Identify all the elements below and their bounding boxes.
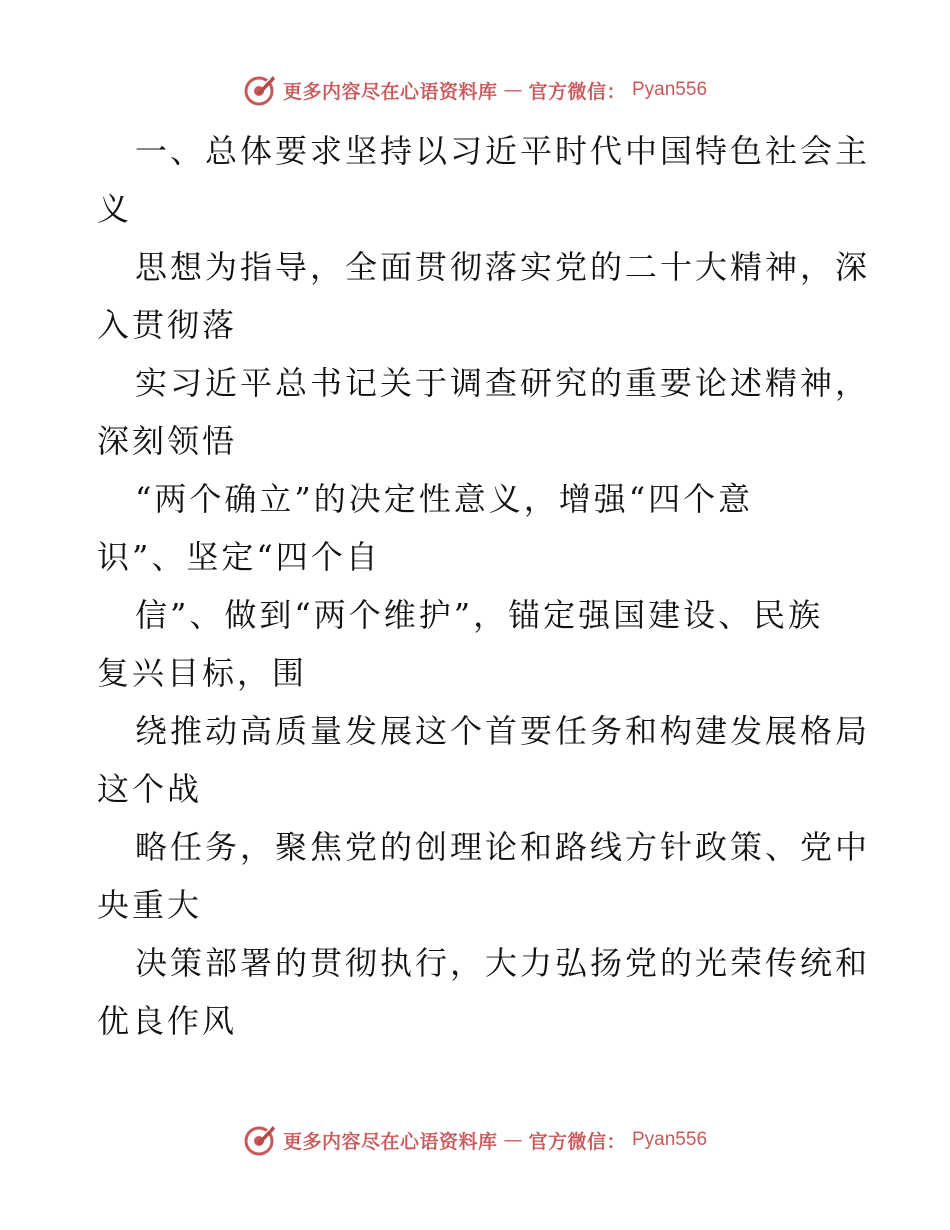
- watermark-site-text: 更多内容尽在心语资料库: [282, 1130, 498, 1153]
- paragraph-line: “两个确立”的决定性意义，增强“四个意: [135, 480, 754, 518]
- paragraph-line: 一、总体要求坚持以习近平时代中国特色社会主: [135, 132, 871, 170]
- paragraph-line: 思想为指导，全面贯彻落实党的二十大精神，深: [135, 248, 871, 286]
- paragraph-line: 优良作风: [97, 1002, 238, 1040]
- quill-logo-icon: [243, 1123, 277, 1157]
- watermark-wechat-id: Pyan556: [632, 1129, 708, 1150]
- watermark-wechat-label: 官方微信：: [528, 1130, 626, 1153]
- watermark-wechat-id: Pyan556: [632, 79, 708, 100]
- paragraph-line: 略任务，聚焦党的创理论和路线方针政策、党中: [135, 828, 871, 866]
- watermark-site-text: 更多内容尽在心语资料库: [282, 80, 498, 103]
- footer-watermark: [0, 1120, 950, 1160]
- paragraph-line: 深刻领悟: [97, 422, 238, 460]
- watermark-separator: —: [503, 1129, 523, 1151]
- header-watermark: [0, 70, 950, 110]
- paragraph-line: 央重大: [97, 886, 203, 924]
- quill-logo-icon: [243, 73, 277, 107]
- watermark-wechat-label: 官方微信：: [528, 80, 626, 103]
- paragraph-line: 绕推动高质量发展这个首要任务和构建发展格局: [135, 712, 871, 750]
- paragraph-line: 信”、做到“两个维护”，锚定强国建设、民族: [135, 596, 824, 634]
- paragraph-line: 这个战: [97, 770, 203, 808]
- paragraph-line: 决策部署的贯彻执行，大力弘扬党的光荣传统和: [135, 944, 871, 982]
- paragraph-line: 入贯彻落: [97, 306, 238, 344]
- paragraph-line: 识”、坚定“四个自: [97, 538, 381, 576]
- paragraph-line: 复兴目标，围: [97, 654, 308, 692]
- paragraph-line: 义: [97, 190, 133, 228]
- watermark-separator: —: [503, 79, 523, 101]
- paragraph-line: 实习近平总书记关于调查研究的重要论述精神，: [135, 364, 871, 402]
- document-body: [97, 122, 871, 1050]
